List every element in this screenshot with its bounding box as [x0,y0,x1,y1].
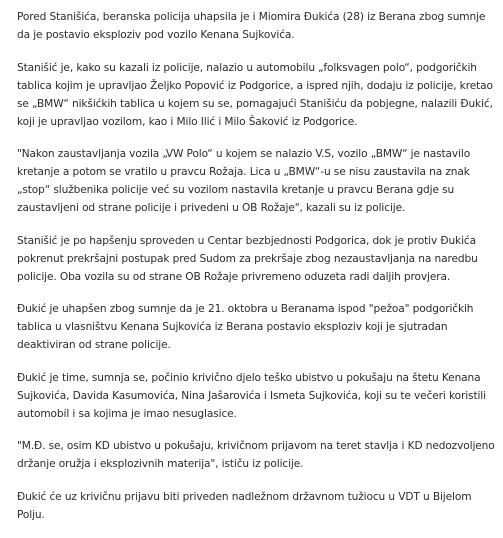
article-paragraph-5: Đukić je uhapšen zbog sumnje da je 21. oktobra u Beranama ispod "pežoa" podgoričkih tablica u vlasništvu Kenana Sujkovića iz Berana postavio eksploziv koji je sjutradan deaktiviran od strane policije. [17,303,474,351]
article-paragraph-2: Stanišić je, kako su kazali iz policije, nalazio u automobilu „folksvagen polo“, podgoričkih tablica kojim je upravljao Željko Popović iz Podgorice, a ispred njih, dodaju iz policije, kretao se „BMW“ nikšićkih tablica u kojem su se, pomagajući Stanišiću da pobjegne, nalazili Đukić, koji je upravljao vozilom, kao i Milo Ilić i Milo Šaković iz Podgorice. [17,61,493,128]
article-paragraph-3: "Nakon zaustavljanja vozila „VW Polo“ u kojem se nalazio V.S, vozilo „BMW“ je nastavilo kretanje a potom se vratilo u pravcu Rožaja. Lica u „BMW“-u se nisu zaustavila na znak „stop“ službenika policije već su vozilom nastavila kretanje u pravcu Berana gdje su zaustavljeni od strane policije i privedeni u OB Rožaje", kazali su iz policije. [17,148,471,214]
article-paragraph-4: Stanišić je po hapšenju sproveden u Centar bezbjednosti Podgorica, dok je protiv Đukića pokrenut prekršajni postupak pred Sudom za prekršaje zbog nezaustavljanja na naredbu policije. Oba vozila su od strane OB Rožaje privremeno oduzeta radi daljih provjera. [17,234,478,283]
article-paragraph-8: Đukić će uz krivičnu prijavu biti priveden nadležnom državnom tužiocu u VDT u Bijelom Polju. [17,490,472,521]
article-paragraph-6: Đukić je time, sumnja se, počinio krivično djelo teško ubistvo u pokušaju na štetu Kenana Sujkovića, Davida Kasumovića, Nina Jašarovića i Ismeta Sujkovića, koji su te večeri koristili automobil i sa kojima je imao nesuglasice. [17,371,486,420]
article-paragraph-7: "M.Đ. se, osim KD ubistvo u pokušaju, krivičnom prijavom na teret stavlja i KD nedozvoljeno držanje oružja i eksplozivnih materija", ističu iz policije. [17,440,495,470]
article-body [17,8,499,538]
article-paragraph-1: Pored Stanišića, beranska policija uhapsila je i Miomira Đukića (28) iz Berana zbog sumnje da je postavio eksploziv pod vozilo Kenana Sujkovića. [17,11,486,41]
